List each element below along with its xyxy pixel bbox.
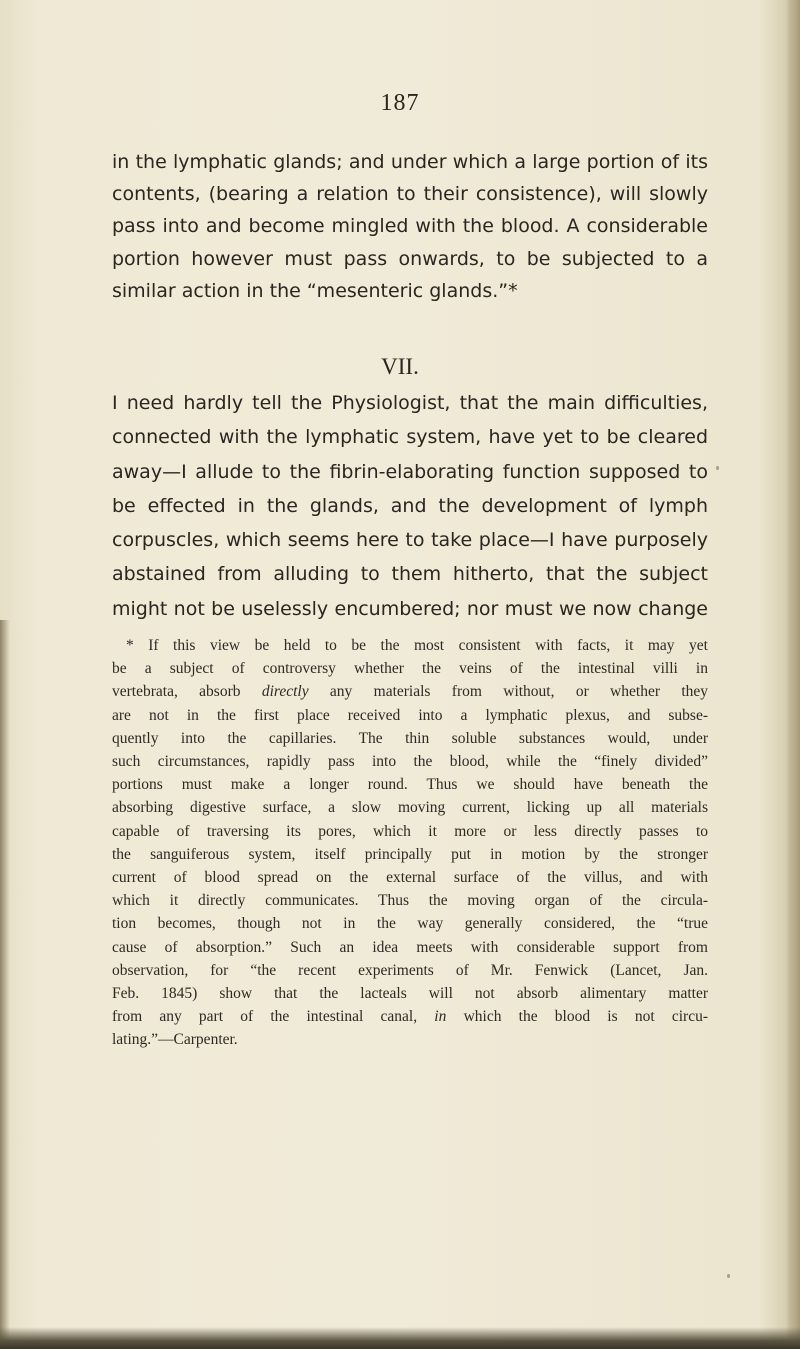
footnote-line: the sanguiferous system, itself principally put in motion by the stronger	[112, 845, 708, 863]
page-edge-bottom	[0, 1327, 800, 1349]
footnote-line: current of blood spread on the external surface of the villus, and with	[112, 869, 708, 887]
text-line: corpuscles, which seems here to take place—I have purposely	[112, 529, 708, 552]
italic-text: directly	[261, 683, 309, 701]
footnote-line: observation, for “the recent experiments of Mr. Fenwick (Lancet, Jan.	[112, 961, 708, 979]
footnote-line: quently into the capillaries. The thin soluble substances would, under	[112, 729, 708, 747]
footnote-line: absorbing digestive surface, a slow moving current, licking up all materials	[112, 799, 708, 817]
text-line: I need hardly tell the Physiologist, that the main difficulties,	[112, 392, 708, 414]
page-number: 187	[380, 90, 420, 116]
page-edge-right	[786, 0, 800, 1349]
text-line: connected with the lymphatic system, have yet to be cleared	[112, 426, 708, 449]
footnote-line: vertebrata, absorb directly any materials from without, or whether they	[112, 683, 709, 701]
text-line: away—I allude to the fibrin-elaborating function supposed to	[112, 460, 708, 483]
text-line: abstained from alluding to them hitherto, that the subject	[112, 563, 708, 586]
footnote-line: such circumstances, rapidly pass into the blood, while the “finely divided”	[112, 753, 708, 771]
footnote-line: tion becomes, though not in the way generally considered, the “true	[112, 915, 708, 933]
section-heading: VII.	[381, 354, 419, 379]
footnote-line: be a subject of controversy whether the veins of the intestinal villi in	[112, 660, 708, 678]
footnote-line: from any part of the intestinal canal, in which the blood is not circu-	[112, 1008, 708, 1026]
footnote-line: cause of absorption.” Such an idea meets with considerable support from	[112, 938, 708, 956]
binding-shadow	[0, 620, 10, 1349]
text-line: similar action in the “mesenteric glands.”*	[112, 279, 518, 302]
footnote-line: capable of traversing its pores, which it more or less directly passes to	[112, 822, 708, 840]
paragraph-2	[112, 386, 708, 626]
text-line: might not be uselessly encumbered; nor must we now change	[112, 597, 708, 620]
footnote-line: * If this view be held to be the most consistent with facts, it may yet	[126, 637, 708, 654]
text-line: pass into and become mingled with the blood. A considerable	[112, 215, 708, 238]
footnote-line: Feb. 1845) show that the lacteals will not absorb alimentary matter	[112, 985, 708, 1003]
text-line: in the lymphatic glands; and under which a large portion of its	[112, 151, 708, 173]
paragraph-1	[112, 146, 708, 307]
text-line: portion however must pass onwards, to be subjected to a	[112, 247, 708, 270]
footnote-line: are not in the first place received into a lymphatic plexus, and subse-	[112, 706, 708, 724]
text-line: be effected in the glands, and the development of lymph	[112, 494, 708, 517]
footnote	[112, 634, 708, 1052]
italic-text: in	[434, 1008, 447, 1026]
footnote-line: which it directly communicates. Thus the moving organ of the circula-	[112, 892, 708, 910]
text-line: contents, (bearing a relation to their consistence), will slowly	[112, 183, 708, 206]
footnote-line: lating.”—Carpenter.	[112, 1031, 238, 1049]
paper-speck	[727, 1274, 730, 1278]
paper-speck	[716, 466, 719, 470]
footnote-line: portions must make a longer round. Thus we should have beneath the	[112, 776, 708, 794]
